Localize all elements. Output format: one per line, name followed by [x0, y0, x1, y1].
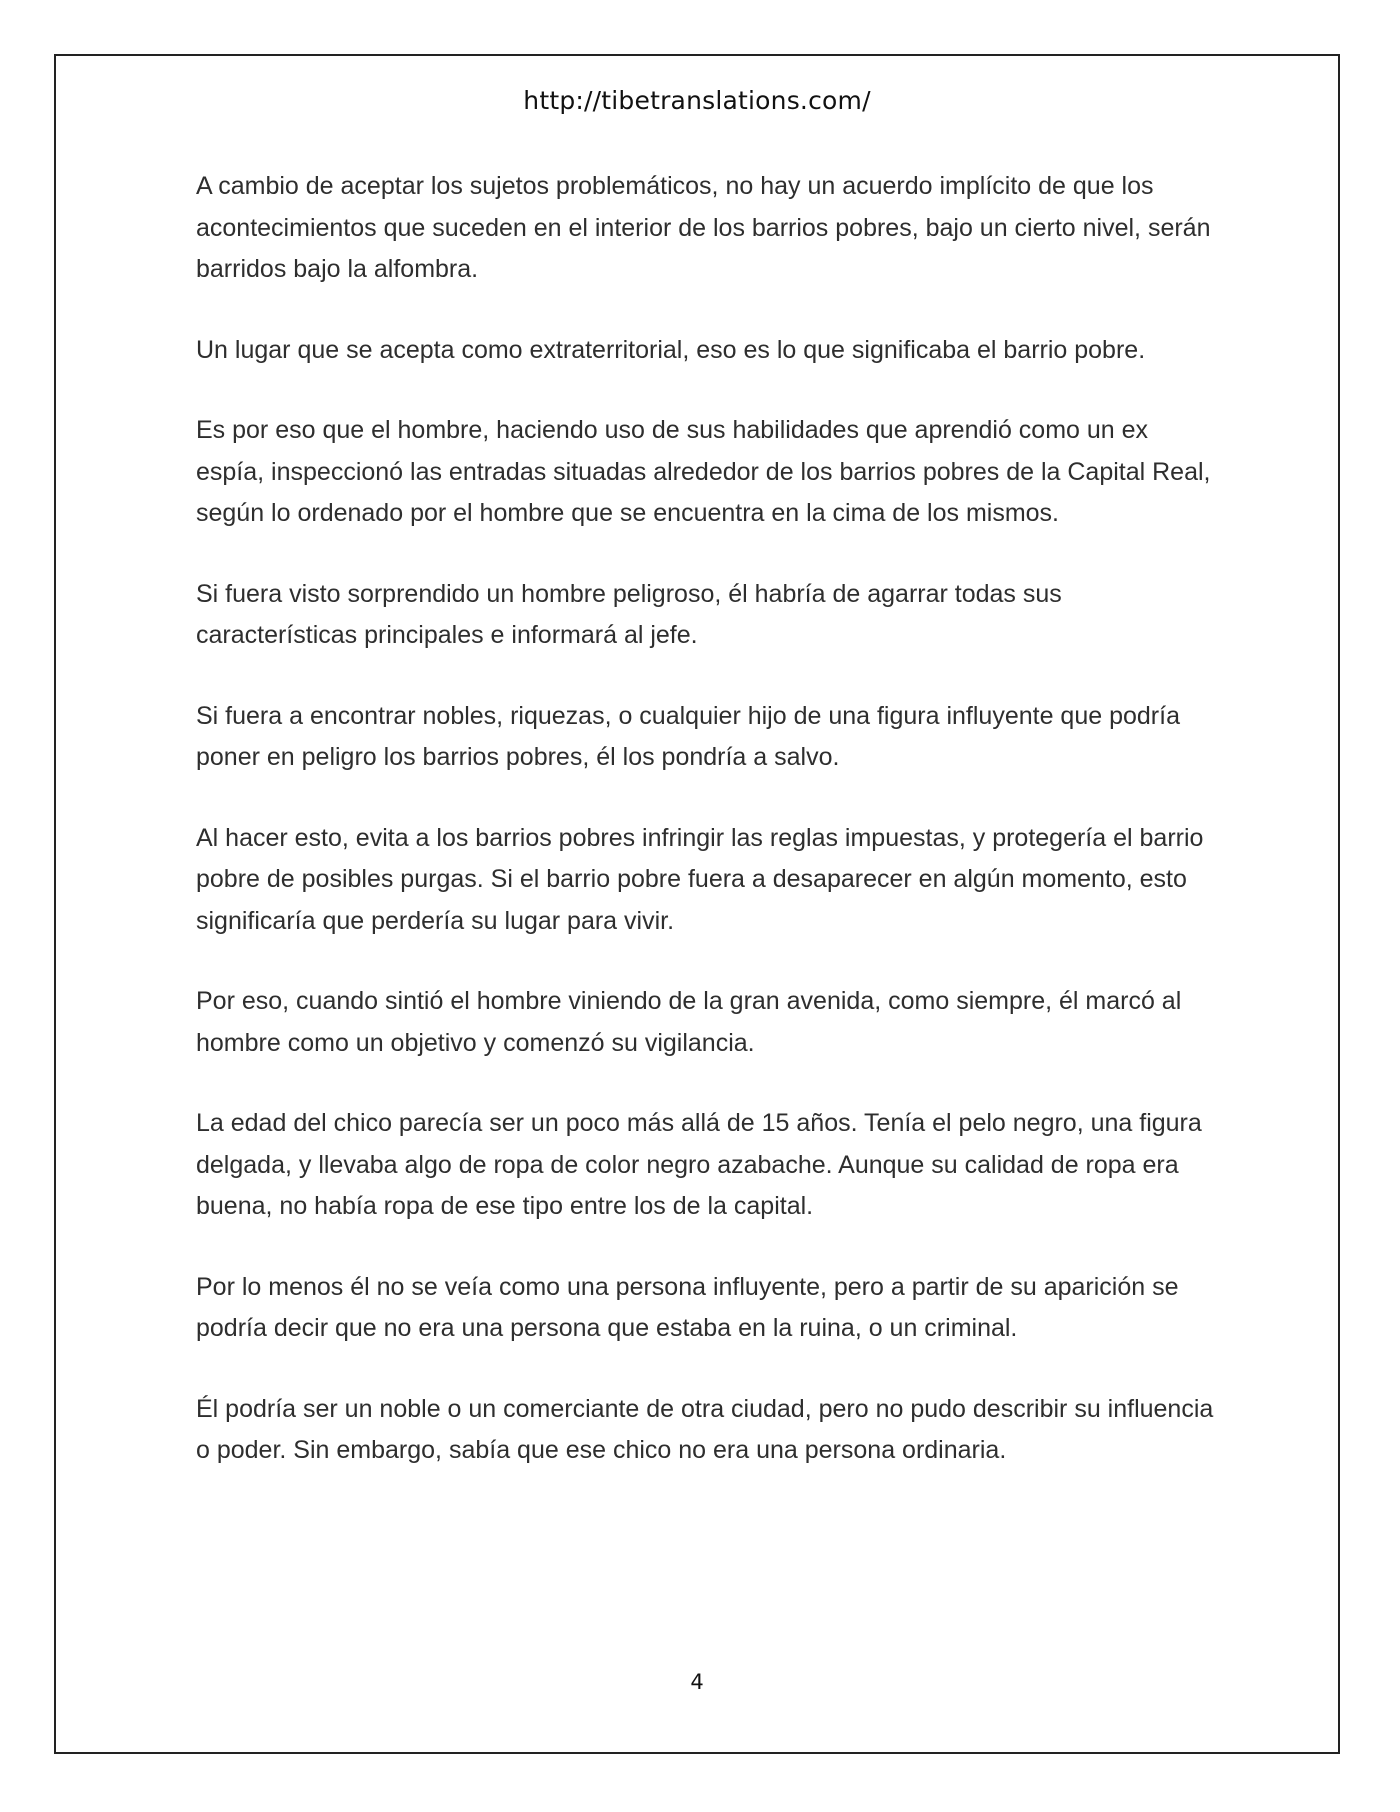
paragraph: Un lugar que se acepta como extraterritorial, eso es lo que significaba el barrio pobre.	[196, 335, 1146, 364]
page-body	[196, 166, 1216, 1511]
paragraph: Si fuera a encontrar nobles, riquezas, o cualquier hijo de una figura influyente que podría poner en peligro los barrios pobres, él los pondría a salvo.	[196, 701, 1180, 771]
paragraph: A cambio de aceptar los sujetos problemáticos, no hay un acuerdo implícito de que los acontecimientos que suceden en el interior de los barrios pobres, bajo un cierto nivel, serán barridos bajo la alfombra.	[196, 172, 1211, 283]
paragraph: La edad del chico parecía ser un poco más allá de 15 años. Tenía el pelo negro, una figura delgada, y llevaba algo de ropa de color negro azabache. Aunque su calidad de ropa era buena, no había ropa de ese tipo entre los de la capital.	[196, 1109, 1202, 1220]
paragraph: Por lo menos él no se veía como una persona influyente, pero a partir de su aparición se podría decir que no era una persona que estaba en la ruina, o un criminal.	[196, 1272, 1179, 1342]
header-url: http://tibetranslations.com/	[523, 86, 871, 115]
page-number: 4	[690, 1670, 704, 1694]
paragraph: Por eso, cuando sintió el hombre viniendo de la gran avenida, como siempre, él marcó al hombre como un objetivo y comenzó su vigilancia.	[196, 987, 1182, 1057]
paragraph: Él podría ser un noble o un comerciante de otra ciudad, pero no pudo describir su influencia o poder. Sin embargo, sabía que ese chico no era una persona ordinaria.	[196, 1394, 1214, 1464]
paragraph: Al hacer esto, evita a los barrios pobres infringir las reglas impuestas, y protegería el barrio pobre de posibles purgas. Si el barrio pobre fuera a desaparecer en algún momento, esto significaría que perdería su lugar para vivir.	[196, 823, 1204, 935]
paragraph: Si fuera visto sorprendido un hombre peligroso, él habría de agarrar todas sus características principales e informará al jefe.	[196, 579, 1062, 649]
page-frame	[54, 54, 1340, 1754]
paragraph: Es por eso que el hombre, haciendo uso de sus habilidades que aprendió como un ex espía, inspeccionó las entradas situadas alrededor de los barrios pobres de la Capital Real, según lo ordenado por el hombre que se encuentra en la cima de los mismos.	[196, 416, 1211, 527]
